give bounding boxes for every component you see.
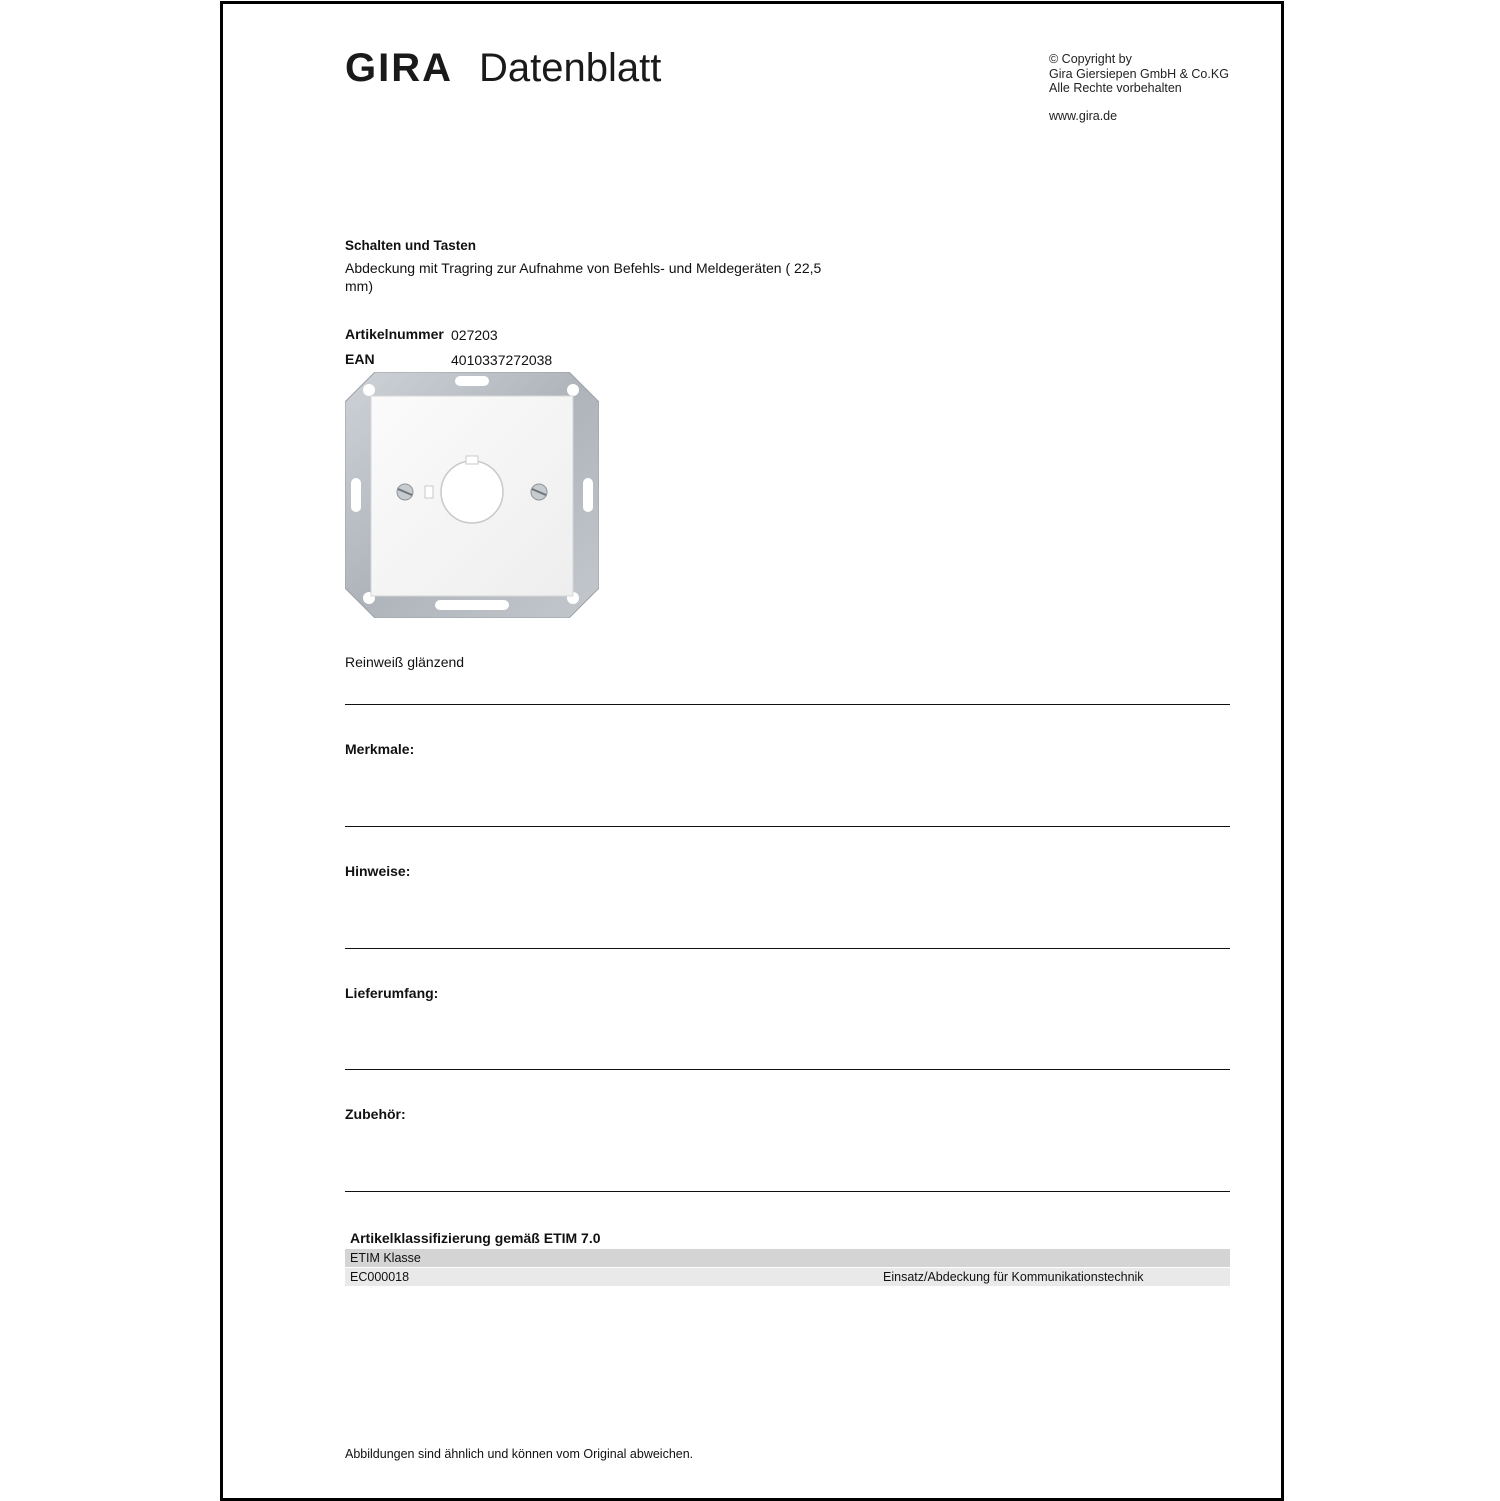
etim-class-name: Einsatz/Abdeckung für Kommunikationstechnik [883,1270,1144,1284]
section-accessories-title: Zubehör: [345,1106,406,1122]
divider [345,1069,1230,1070]
mount-hole [363,384,375,396]
footer-disclaimer: Abbildungen sind ähnlich und können vom Original abweichen. [345,1447,694,1461]
ean-label: EAN [345,351,375,367]
mount-hole [567,384,579,396]
etim-header-label: ETIM Klasse [350,1251,421,1265]
frame-slot [351,478,361,512]
frame-slot [583,478,593,512]
screw-left [397,484,413,500]
brand-logo: GIRA [345,46,453,90]
etim-header-row [345,1249,1230,1267]
section-features-title: Merkmale: [345,741,415,757]
product-description: Abdeckung mit Tragring zur Aufnahme von Befehls- und Meldegeräten ( 22,5 mm) [345,260,822,294]
product-category: Schalten und Tasten [345,238,477,253]
copyright-line: Gira Giersiepen GmbH & Co.KG [1049,66,1229,81]
ean-value: 4010337272038 [451,352,553,368]
etim-data-row [345,1268,1230,1286]
document-type-title: Datenblatt [479,46,662,90]
frame-slot [435,600,509,610]
copyright-line: © Copyright by [1049,52,1132,66]
article-number-value: 027203 [451,327,498,343]
website-link[interactable]: www.gira.de [1049,109,1118,123]
article-number-label: Artikelnummer [345,326,444,342]
divider [345,948,1230,949]
copyright-line: Alle Rechte vorbehalten [1049,81,1182,95]
key-notch [425,486,433,498]
frame-slot [455,376,489,386]
etim-class-code: EC000018 [350,1270,410,1284]
center-opening [441,461,503,523]
datasheet-page [220,1,1284,1501]
screw-right [531,484,547,500]
section-scope-title: Lieferumfang: [345,985,439,1001]
section-notes-title: Hinweise: [345,863,411,879]
cover-plate-image [345,372,599,618]
divider [345,826,1230,827]
copyright-block [1049,52,1229,96]
key-notch [466,456,478,464]
divider [345,704,1230,705]
etim-title: Artikelklassifizierung gemäß ETIM 7.0 [350,1230,601,1246]
product-finish: Reinweiß glänzend [345,654,465,670]
divider [345,1191,1230,1192]
